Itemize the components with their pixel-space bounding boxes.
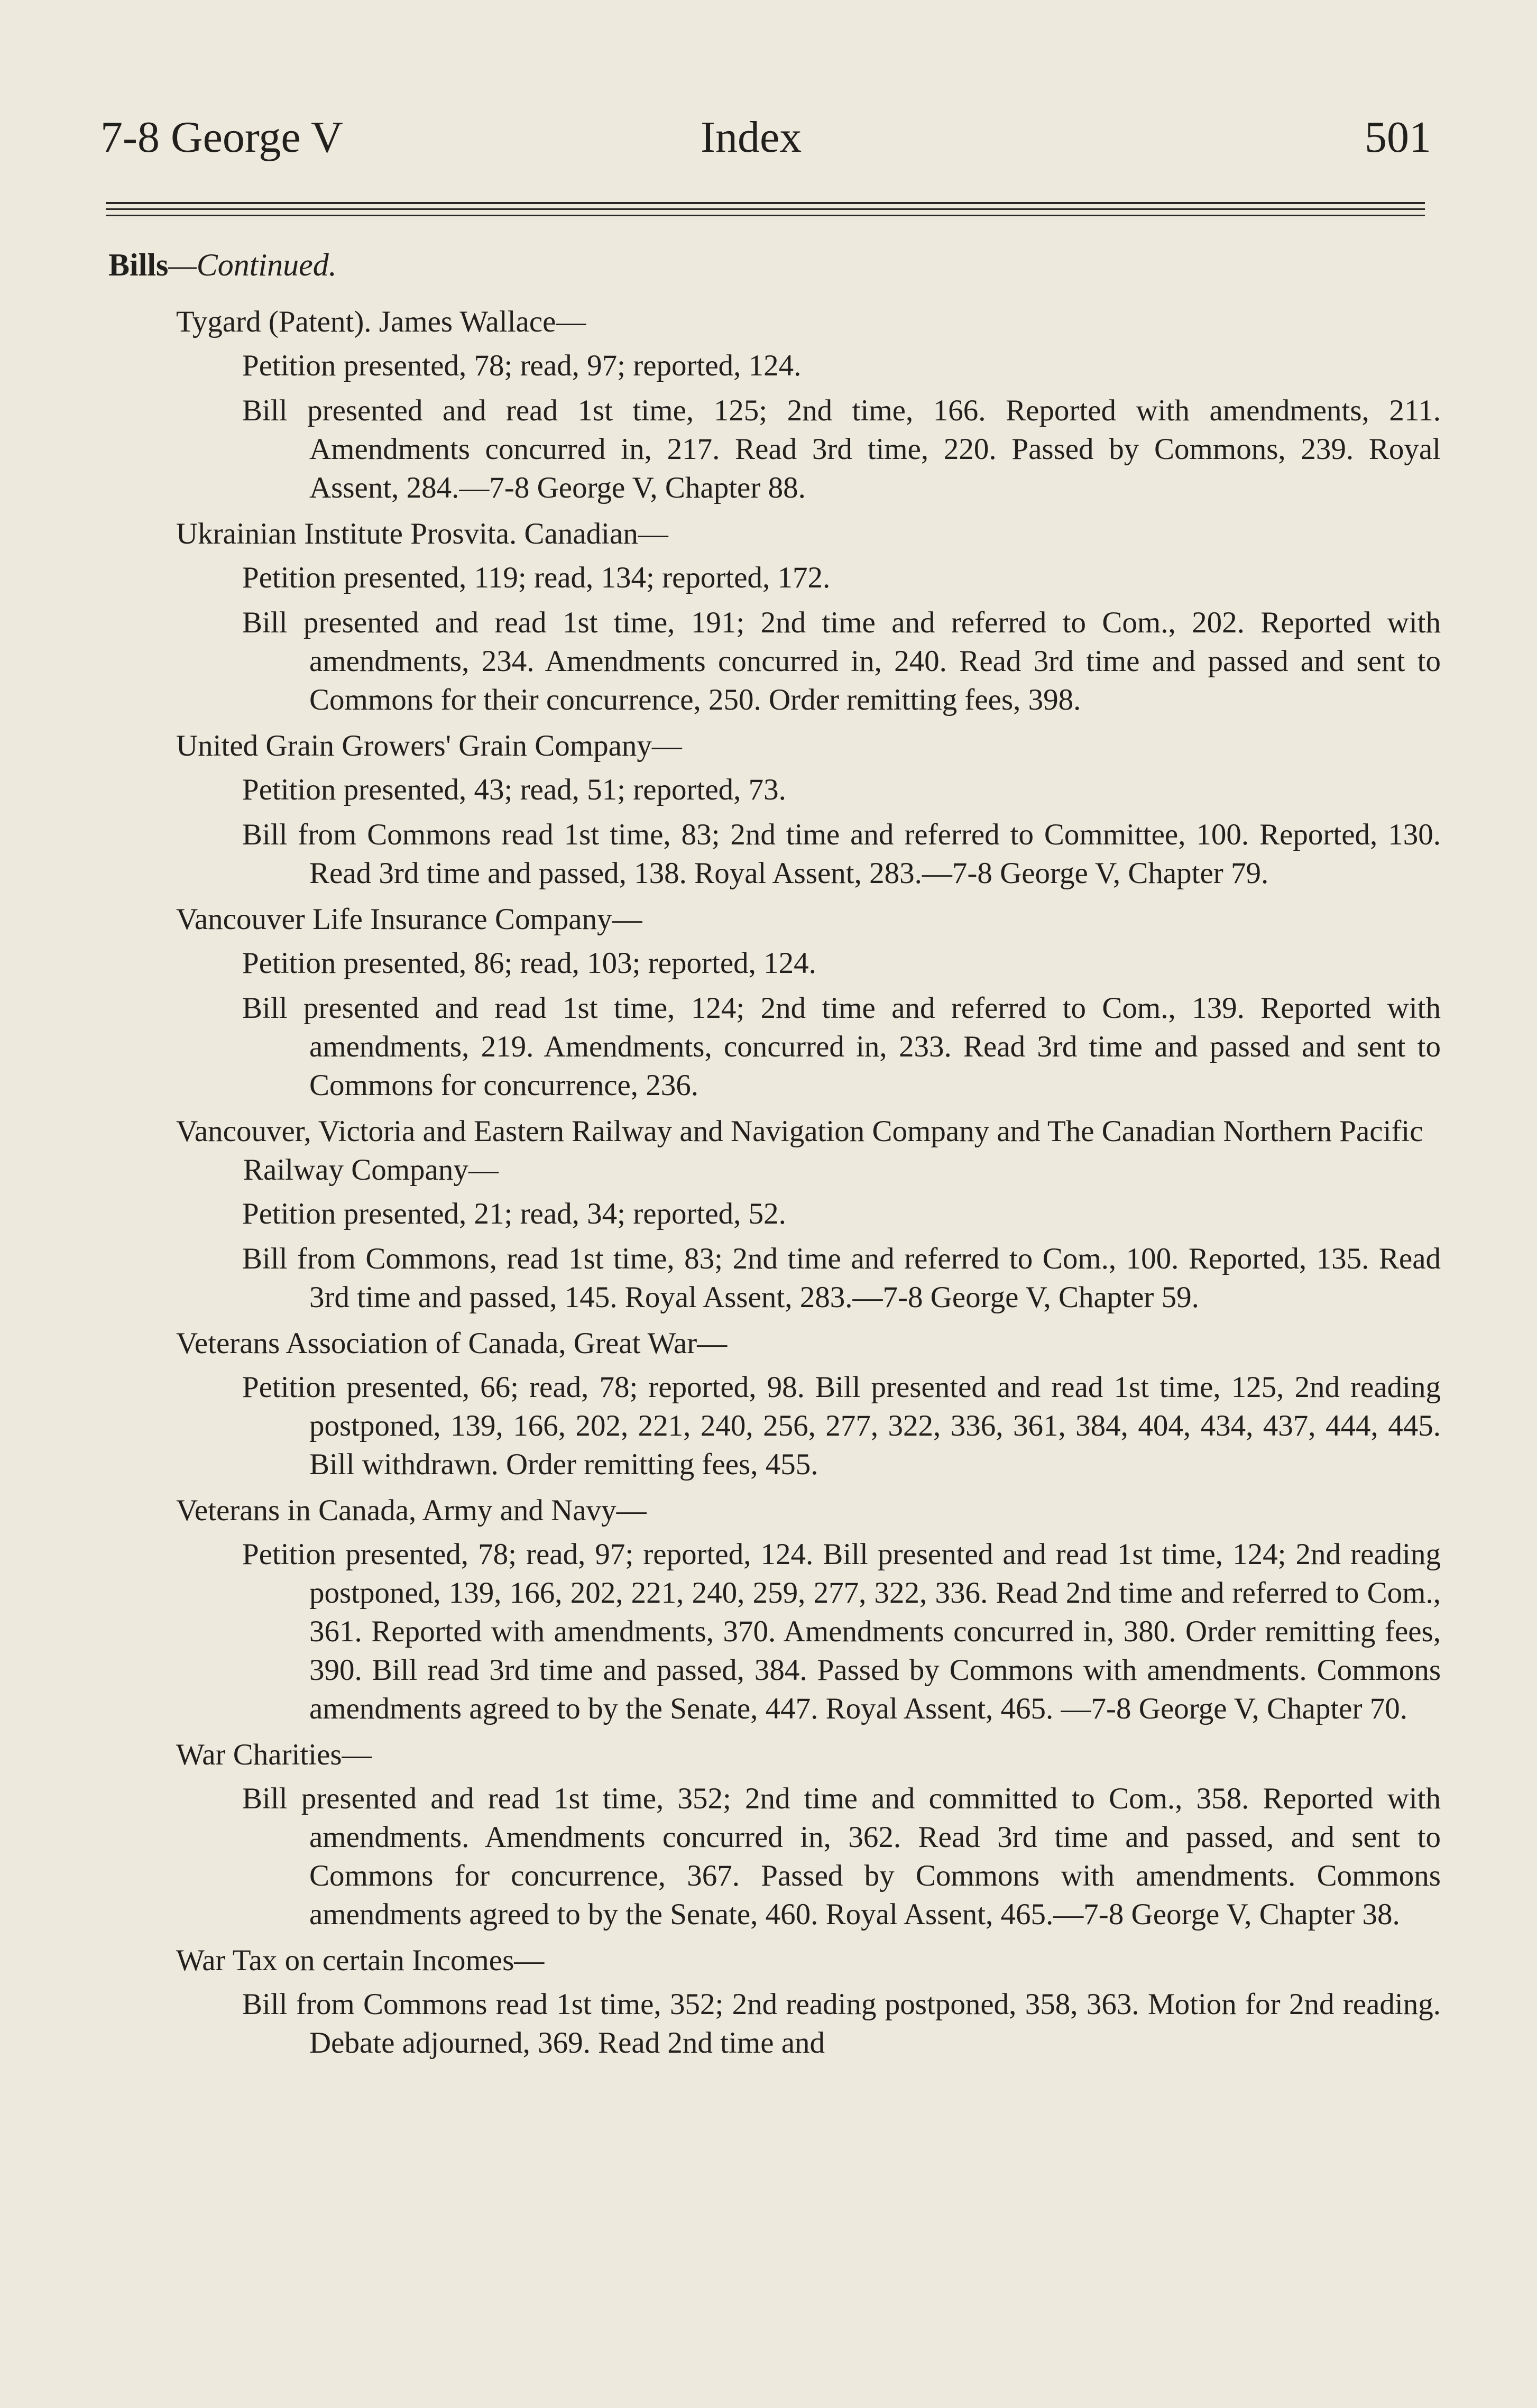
index-entry [176, 514, 1441, 719]
entry-title: War Charities— [176, 1738, 372, 1771]
entry-item: Bill from Commons read 1st time, 352; 2nd reading postponed, 358, 363. Motion for 2nd reading. Debate adjourned, 369. Read 2nd time and [242, 1988, 1441, 2060]
header-title: Index [701, 113, 802, 162]
rule-line [106, 202, 1425, 204]
entry-item: Petition presented, 66; read, 78; reported, 98. Bill presented and read 1st time, 125, 2nd reading postponed, 139, 166, 202, 221, 240, 256, 277, 322, 336, 361, 384, 404, 434, 437, 444, 445. Bill withdrawn. Order remitting fees, 455. [242, 1371, 1441, 1481]
index-entry [176, 302, 1441, 507]
entry-item: Petition presented, 21; read, 34; reported, 52. [242, 1197, 786, 1230]
entry-title: Veterans Association of Canada, Great War— [176, 1327, 728, 1360]
entry-item: Bill from Commons, read 1st time, 83; 2nd time and referred to Com., 100. Reported, 135. Read 3rd time and passed, 145. Royal Assent, 283.—7-8 George V, Chapter 59. [242, 1242, 1441, 1314]
entry-item: Petition presented, 78; read, 97; reported, 124. Bill presented and read 1st time, 124; 2nd reading postponed, 139, 166, 202, 221, 240, 259, 277, 322, 336. Read 2nd time and referred to Com., 361. Reported with amendments, 370. Amendments concurred in, 380. Order remitting fees, 390. Bill read 3rd time and passed, 384. Passed by Commons with amendments. Commons amendments agreed to by the Senate, 447. Royal Assent, 465. —7-8 George V, Chapter 70. [242, 1538, 1441, 1725]
rule-line [106, 215, 1425, 216]
section-continued: —Continued. [168, 247, 337, 282]
entry-title: Veterans in Canada, Army and Navy— [176, 1494, 647, 1527]
entry-item: Petition presented, 86; read, 103; reported, 124. [242, 946, 816, 980]
index-entry [176, 1112, 1441, 1317]
entry-item: Bill presented and read 1st time, 124; 2nd time and referred to Com., 139. Reported with amendments, 219. Amendments, concurred in, 233. Read 3rd time and passed and sent to Commons for concurrence, 236. [242, 991, 1441, 1102]
index-entry [176, 1941, 1441, 2062]
index-entry [176, 900, 1441, 1105]
entry-title: Vancouver Life Insurance Company— [176, 903, 642, 936]
rule-line [106, 208, 1425, 210]
entry-title: United Grain Growers' Grain Company— [176, 729, 682, 762]
section-title: Bills [108, 247, 169, 282]
index-content [108, 246, 1441, 2070]
entry-item: Petition presented, 78; read, 97; reported, 124. [242, 349, 802, 382]
entry-item: Bill presented and read 1st time, 125; 2nd time, 166. Reported with amendments, 211. Amendments concurred in, 217. Read 3rd time, 220. Passed by Commons, 239. Royal Assent, 284.—7-8 George V, Chapter 88. [242, 394, 1441, 504]
entry-title: Ukrainian Institute Prosvita. Canadian— [176, 517, 668, 550]
page-number: 501 [1365, 113, 1431, 162]
header-reign: 7-8 George V [100, 113, 343, 162]
index-entry [176, 727, 1441, 893]
entry-item: Bill presented and read 1st time, 191; 2nd time and referred to Com., 202. Reported with amendments, 234. Amendments concurred in, 240. Read 3rd time and passed and sent to Commons for their concurrence, 250. Order remitting fees, 398. [242, 606, 1441, 716]
running-header [100, 111, 1431, 164]
entry-item: Petition presented, 119; read, 134; reported, 172. [242, 561, 831, 594]
section-heading [108, 246, 1441, 284]
entry-item: Bill presented and read 1st time, 352; 2nd time and committed to Com., 358. Reported with amendments. Amendments concurred in, 362. Read 3rd time and passed, and sent to Commons for concurrence, 367. Passed by Commons with amendments. Commons amendments agreed to by the Senate, 460. Royal Assent, 465.—7-8 George V, Chapter 38. [242, 1782, 1441, 1931]
entry-item: Bill from Commons read 1st time, 83; 2nd time and referred to Committee, 100. Reported, 130. Read 3rd time and passed, 138. Royal Assent, 283.—7-8 George V, Chapter 79. [242, 818, 1441, 890]
index-entry [176, 1735, 1441, 1934]
index-entry [176, 1491, 1441, 1728]
header-rule [106, 202, 1425, 218]
entry-title: Tygard (Patent). James Wallace— [176, 305, 586, 338]
entry-title: Vancouver, Victoria and Eastern Railway and Navigation Company and The Canadian Northern Pacific Railway Company— [176, 1115, 1423, 1187]
entry-title: War Tax on certain Incomes— [176, 1944, 545, 1977]
index-entry [176, 1324, 1441, 1484]
entry-item: Petition presented, 43; read, 51; reported, 73. [242, 773, 786, 806]
